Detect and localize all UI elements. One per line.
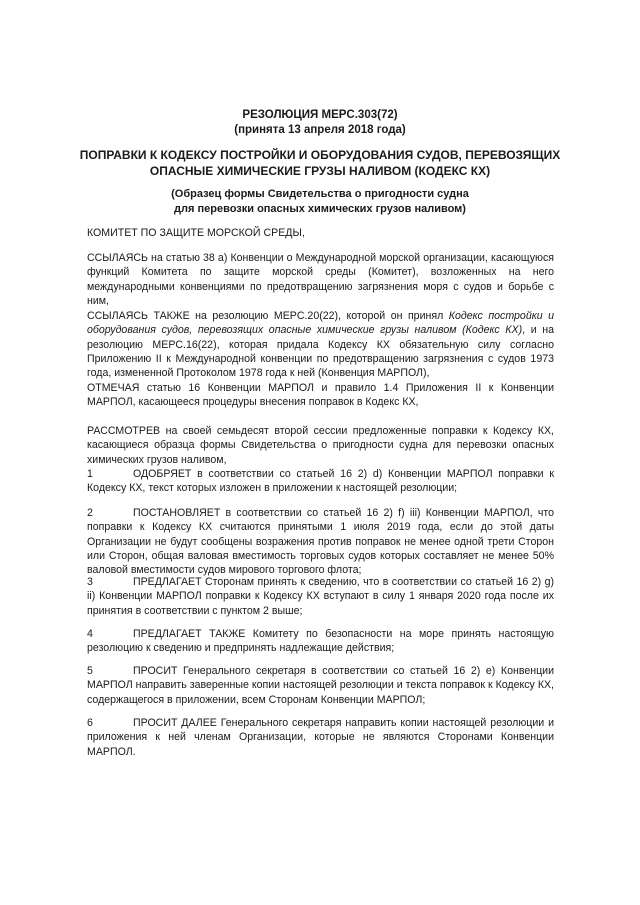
recital-4: РАССМОТРЕВ на своей семьдесят второй сессии предложенные поправки к Кодексу КХ, касающиеся образца формы Свидетельства о пригодности судна для перевозки опасных химических грузов наливом, — [87, 425, 554, 466]
operative-paragraph-1 — [87, 467, 554, 496]
paragraph-number: 1 — [87, 468, 93, 480]
paragraph-number: 6 — [87, 717, 93, 729]
paragraph-number: 5 — [87, 665, 93, 677]
title-line-1: ПОПРАВКИ К КОДЕКСУ ПОСТРОЙКИ И ОБОРУДОВАНИЯ СУДОВ, ПЕРЕВОЗЯЩИХ — [79, 148, 561, 162]
recital-3: ОТМЕЧАЯ статью 16 Конвенции МАРПОЛ и правило 1.4 Приложения II к Конвенции МАРПОЛ, касающееся процедуры внесения поправок в Кодекс КХ, — [87, 382, 554, 409]
paragraph-number: 3 — [87, 576, 93, 588]
recital-2-part-a: ССЫЛАЯСЬ ТАКЖЕ на резолюцию MEPC.20(22), которой он принял — [87, 310, 449, 322]
paragraph-number: 4 — [87, 628, 93, 640]
operative-paragraph-2 — [87, 506, 554, 577]
paragraph-text: ОДОБРЯЕТ в соответствии со статьей 16 2) d) Конвенции МАРПОЛ поправки к Кодексу КХ, текст которых изложен в приложении к настоящей резолюции; — [87, 468, 554, 495]
recital-1: ССЫЛАЯСЬ на статью 38 а) Конвенции о Международной морской организации, касающуюся функций Комитета по защите морской среды (Комитет), возложенных на него международными конвенциями по предотвращению загрязнения моря с судов и борьбе с ним, — [87, 252, 554, 307]
operative-paragraph-4 — [87, 627, 554, 656]
adoption-date: (принята 13 апреля 2018 года) — [234, 124, 406, 136]
operative-paragraph-5 — [87, 664, 554, 707]
paragraph-text: ПРЕДЛАГАЕТ Сторонам принять к сведению, что в соответствии со статьей 16 2) g) ii) Конвенции МАРПОЛ поправки к Кодексу КХ вступают в силу 1 января 2020 года после их принятия в соответствии с пунктом 2 выше; — [87, 576, 554, 617]
operative-paragraph-6 — [87, 716, 554, 759]
subtitle-line-2: для перевозки опасных химических грузов наливом) — [174, 203, 466, 215]
recital-2-part-b: , и на резолюцию MEPC.16(22), которая придала Кодексу КХ обязательную силу согласно Приложению II к Международной конвенции по предотвращению загрязнения с судов 1973 года, измененной Протоколом 1978 года к ней (Конвенция МАРПОЛ), — [87, 324, 554, 380]
committee-intro: КОМИТЕТ ПО ЗАЩИТЕ МОРСКОЙ СРЕДЫ, — [87, 227, 305, 239]
resolution-number: РЕЗОЛЮЦИЯ MEPC.303(72) — [242, 109, 398, 121]
recital-2 — [87, 309, 554, 380]
paragraph-text: ПРЕДЛАГАЕТ ТАКЖЕ Комитету по безопасности на море принять настоящую резолюцию к сведению и предпринять надлежащие действия; — [87, 628, 554, 655]
paragraph-text: ПРОСИТ Генерального секретаря в соответствии со статьей 16 2) e) Конвенции МАРПОЛ направить заверенные копии настоящей резолюции и текста поправок к Кодексу КХ, содержащегося в приложении, всем Сторонам Конвенции МАРПОЛ; — [87, 665, 554, 706]
title-line-2: ОПАСНЫЕ ХИМИЧЕСКИЕ ГРУЗЫ НАЛИВОМ (КОДЕКС КХ) — [149, 164, 491, 178]
paragraph-number: 2 — [87, 507, 93, 519]
recital-2-code-title: Кодекс постройки и оборудования судов, перевозящих опасные химические грузы наливом (Кодекс КХ) — [87, 310, 554, 337]
operative-paragraph-3 — [87, 575, 554, 618]
paragraph-text: ПРОСИТ ДАЛЕЕ Генерального секретаря направить копии настоящей резолюции и приложения к ней членам Организации, которые не являются Сторонами Конвенции МАРПОЛ. — [87, 717, 554, 758]
paragraph-text: ПОСТАНОВЛЯЕТ в соответствии со статьей 16 2) f) iii) Конвенции МАРПОЛ, что поправки к Кодексу КХ считаются принятыми 1 июля 2019 года, если до этой даты Организации не будут сообщены возражения против поправок не менее одной трети Сторон или Сторон, общая валовая вместимость торговых судов которых составляет не менее 50% валовой вместимости судов мирового торгового флота; — [87, 507, 554, 577]
subtitle-line-1: (Образец формы Свидетельства о пригодности судна — [171, 188, 469, 200]
